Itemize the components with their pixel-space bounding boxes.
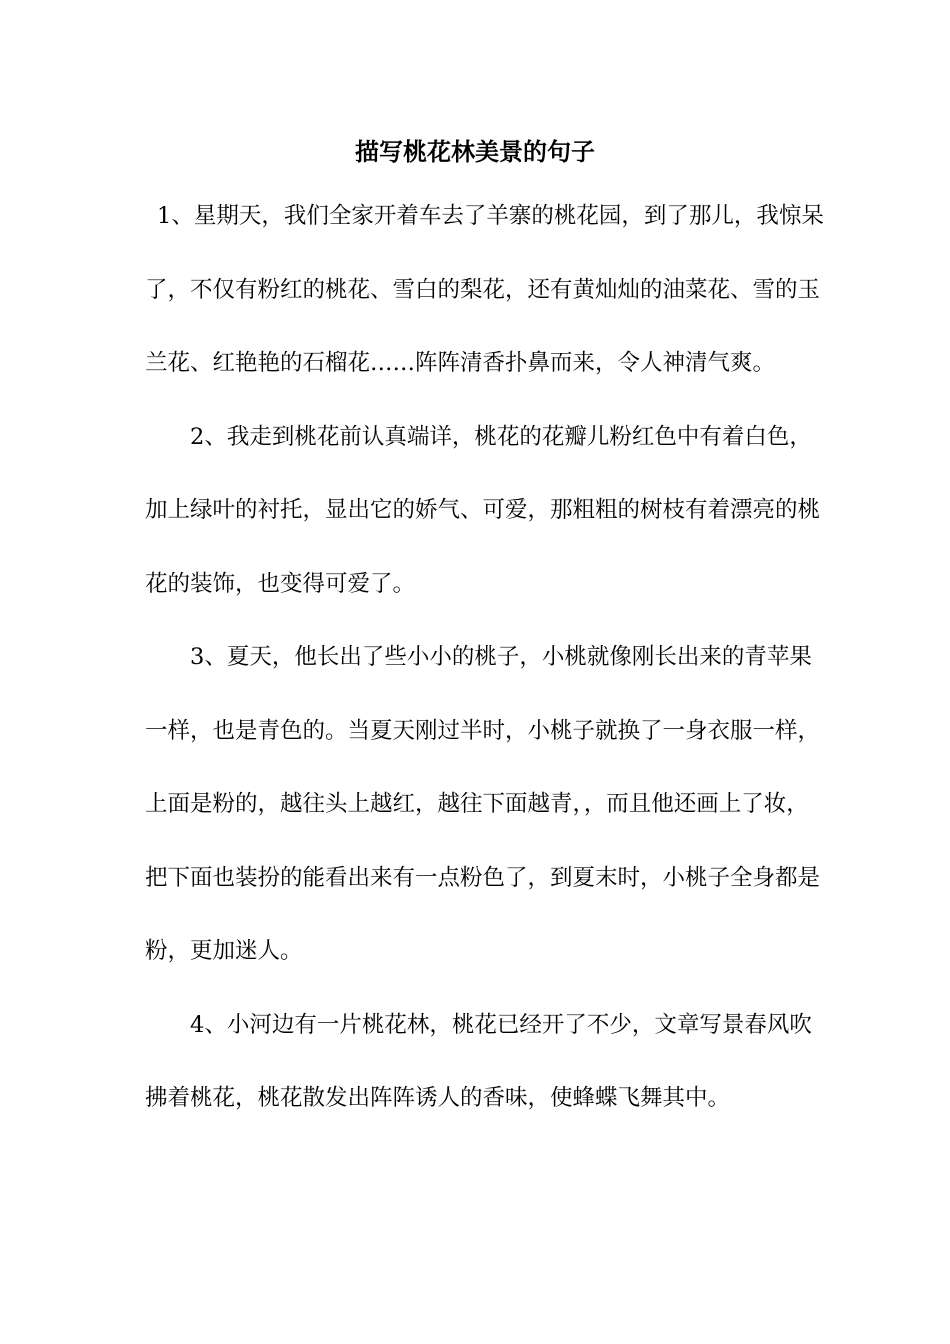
paragraph-3: 3、夏天，他长出了些小小的桃子，小桃就像刚长出来的青苹果一样，也是青色的。当夏天刚过半时，小桃子就换了一身衣服一样，上面是粉的，越往头上越红，越往下面越青，，而且他还画上了妆，把下面也装扮的能看出来有一点粉色了，到夏末时，小桃子全身都是粉，更加迷人。	[145, 644, 821, 964]
paragraph-1: 1、星期天，我们全家开着车去了羊寨的桃花园，到了那儿，我惊呆了，不仅有粉红的桃花、雪白的梨花，还有黄灿灿的油菜花、雪的玉兰花、红艳艳的石榴花……阵阵清香扑鼻而来，令人神清气爽。	[145, 203, 824, 376]
paragraph-4: 4、小河边有一片桃花林，桃花已经开了不少，文章写景春风吹拂着桃花，桃花散发出阵阵诱人的香味，使蜂蝶飞舞其中。	[145, 1011, 812, 1111]
document-body	[145, 180, 825, 1136]
paragraph-2: 2、我走到桃花前认真端详，桃花的花瓣儿粉红色中有着白色，加上绿叶的衬托，显出它的娇气、可爱，那粗粗的树枝有着漂亮的桃花的装饰，也变得可爱了。	[145, 423, 821, 597]
document-title: 描写桃花林美景的句子	[355, 137, 595, 166]
